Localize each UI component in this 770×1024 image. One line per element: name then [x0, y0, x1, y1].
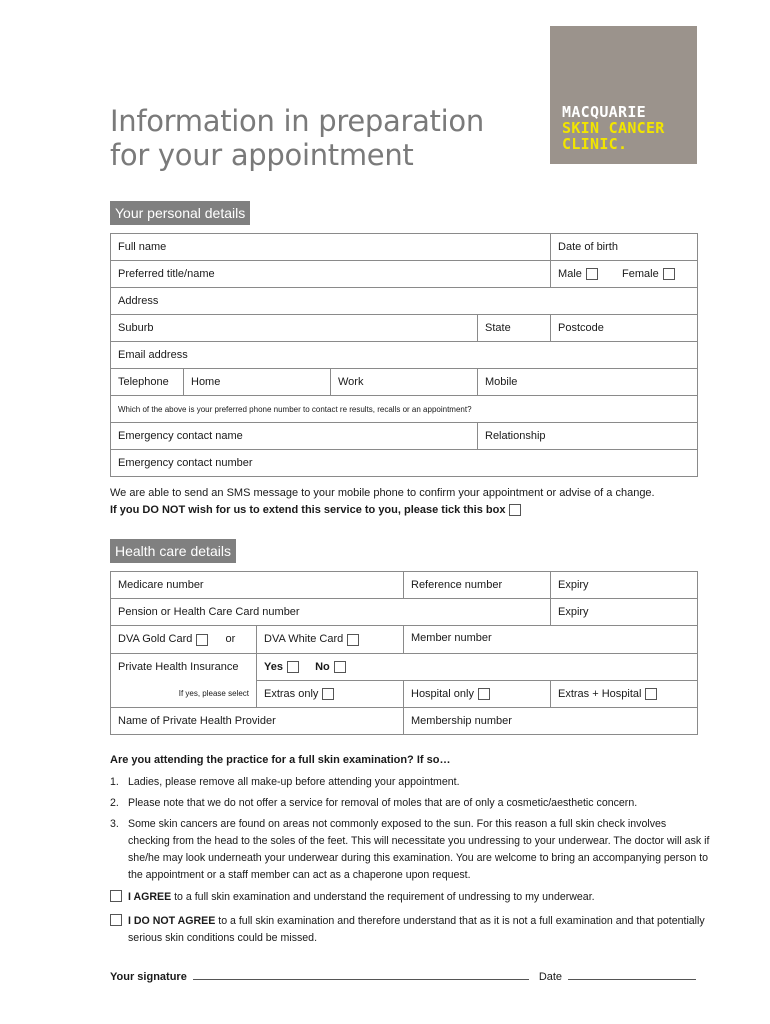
state-field[interactable]: [478, 315, 551, 342]
signature-line[interactable]: [193, 969, 529, 980]
email-label: Email address: [118, 349, 188, 361]
if-yes-label: If yes, please select: [178, 689, 249, 699]
home-label: Home: [191, 376, 221, 388]
dva-or-label: or: [225, 633, 236, 646]
agree-bold: I AGREE: [128, 891, 172, 903]
telephone-cell: [111, 369, 184, 396]
logo-line-1: MACQUARIE: [562, 103, 646, 121]
phi-yes-checkbox[interactable]: [287, 661, 299, 673]
full-name-field[interactable]: [111, 234, 551, 261]
signature-row: [110, 969, 697, 983]
health-details-heading: Health care details: [110, 539, 236, 563]
postcode-field[interactable]: [551, 315, 698, 342]
pension-field[interactable]: [111, 599, 551, 626]
sms-notice: [110, 485, 710, 519]
phi-no-checkbox[interactable]: [334, 661, 346, 673]
male-checkbox[interactable]: [586, 268, 598, 280]
signature-label: Your signature: [110, 971, 187, 983]
emergency-name-field[interactable]: [111, 423, 478, 450]
pension-label: Pension or Health Care Card number: [118, 606, 300, 618]
extras-checkbox[interactable]: [322, 688, 334, 700]
mobile-label: Mobile: [485, 376, 518, 388]
female-label: Female: [622, 267, 659, 280]
dva-gold-cell: [111, 626, 257, 654]
postcode-label: Postcode: [558, 322, 604, 334]
agree-option: [110, 889, 710, 906]
logo-line-3: CLINIC.: [562, 135, 628, 153]
provider-field[interactable]: [111, 708, 404, 735]
relationship-label: Relationship: [485, 430, 546, 442]
mobile-phone-field[interactable]: [478, 369, 698, 396]
disagree-option: [110, 913, 710, 947]
medicare-field[interactable]: [111, 572, 404, 599]
membership-label: Membership number: [411, 715, 512, 727]
health-details-table: [110, 571, 698, 735]
list-item: 1. Ladies, please remove all make-up before attending your appointment.: [110, 776, 460, 788]
phi-no-label: No: [315, 660, 330, 673]
logo-text: [562, 104, 665, 152]
dva-gold-label: DVA Gold Card: [118, 633, 193, 646]
medicare-expiry-label: Expiry: [558, 579, 589, 591]
dob-label: Date of birth: [558, 241, 618, 253]
list-item: 2. Please note that we do not offer a service for removal of moles that are of only a cosmetic/aesthetic concern.: [110, 797, 638, 809]
date-label: Date: [538, 971, 563, 983]
medicare-label: Medicare number: [118, 579, 204, 591]
member-number-field[interactable]: [404, 626, 698, 654]
member-number-label: Member number: [411, 632, 492, 644]
list-item: 3. Some skin cancers are found on areas not commonly exposed to the sun. For this reason a full skin check involves checking from the head to the soles of the feet. This will necessitate you undressing to your underwear. The doctor will ask if she/he may look underneath your underwear during this examination. You are welcome to bring an accompanying person to the appointment or a staff member can act as a chaperone upon request.: [110, 818, 710, 881]
reference-label: Reference number: [411, 579, 503, 591]
personal-details-table: [110, 233, 698, 477]
telephone-label: Telephone: [118, 376, 169, 388]
gender-cell: [551, 261, 698, 288]
reference-field[interactable]: [404, 572, 551, 599]
preferred-name-label: Preferred title/name: [118, 268, 215, 280]
personal-details-heading: Your personal details: [110, 201, 250, 225]
state-label: State: [485, 322, 511, 334]
dva-white-cell: [257, 626, 404, 654]
sms-line-1: We are able to send an SMS message to your mobile phone to confirm your appointment or advise of a change.: [110, 487, 655, 499]
pension-expiry-field[interactable]: [551, 599, 698, 626]
extras-label: Extras only: [264, 687, 319, 700]
address-field[interactable]: [111, 288, 698, 315]
preferred-phone-label: Which of the above is your preferred phone number to contact re results, recalls or an appointment?: [118, 404, 472, 414]
date-line[interactable]: [568, 969, 696, 980]
disagree-bold: I DO NOT AGREE: [128, 915, 216, 927]
work-label: Work: [338, 376, 364, 388]
disagree-text: to a full skin examination and therefore understand that as it is not a full examination and that potentially serious skin conditions could be missed.: [128, 915, 705, 944]
extras-hospital-checkbox[interactable]: [645, 688, 657, 700]
sms-line-2: [110, 502, 710, 519]
email-field[interactable]: [111, 342, 698, 369]
membership-field[interactable]: [404, 708, 698, 735]
male-label: Male: [558, 267, 582, 280]
suburb-label: Suburb: [118, 322, 154, 334]
phi-cell: [111, 654, 257, 681]
extras-cell: [257, 681, 404, 708]
hospital-checkbox[interactable]: [478, 688, 490, 700]
extras-hospital-label: Extras + Hospital: [558, 687, 642, 700]
phi-label: Private Health Insurance: [118, 661, 239, 674]
female-checkbox[interactable]: [663, 268, 675, 280]
work-phone-field[interactable]: [331, 369, 478, 396]
medicare-expiry-field[interactable]: [551, 572, 698, 599]
provider-label: Name of Private Health Provider: [118, 715, 276, 727]
clinic-logo: [550, 26, 697, 164]
relationship-field[interactable]: [478, 423, 698, 450]
emergency-name-label: Emergency contact name: [118, 430, 243, 442]
phi-yes-label: Yes: [264, 660, 283, 673]
preferred-phone-field[interactable]: [111, 396, 698, 423]
agree-checkbox[interactable]: [110, 890, 122, 902]
phi-yes-no-cell: [257, 654, 698, 681]
hospital-label: Hospital only: [411, 687, 474, 700]
exam-notes-list: [110, 774, 710, 888]
dva-gold-checkbox[interactable]: [196, 634, 208, 646]
sms-opt-out-label: If you DO NOT wish for us to extend this service to you, please tick this box: [110, 504, 506, 516]
agree-text: to a full skin examination and understand the requirement of undressing to my underwear.: [171, 891, 595, 903]
if-yes-cell: [111, 681, 257, 708]
suburb-field[interactable]: [111, 315, 478, 342]
hospital-cell: [404, 681, 551, 708]
full-name-label: Full name: [118, 241, 167, 253]
dva-white-checkbox[interactable]: [347, 634, 359, 646]
logo-line-2: SKIN CANCER: [562, 119, 665, 137]
sms-opt-out-checkbox[interactable]: [509, 504, 521, 516]
extras-hospital-cell: [551, 681, 698, 708]
exam-heading: Are you attending the practice for a full skin examination? If so…: [110, 754, 451, 766]
title-line-2: for your appointment: [110, 138, 414, 172]
title-line-1: Information in preparation: [110, 104, 484, 138]
address-label: Address: [118, 295, 159, 307]
home-phone-field[interactable]: [184, 369, 331, 396]
preferred-name-field[interactable]: [111, 261, 551, 288]
emergency-number-label: Emergency contact number: [118, 457, 253, 469]
page-title: [110, 104, 484, 172]
dva-white-label: DVA White Card: [264, 633, 344, 646]
disagree-checkbox[interactable]: [110, 914, 122, 926]
dob-field[interactable]: [551, 234, 698, 261]
pension-expiry-label: Expiry: [558, 606, 589, 618]
emergency-number-field[interactable]: [111, 450, 698, 477]
